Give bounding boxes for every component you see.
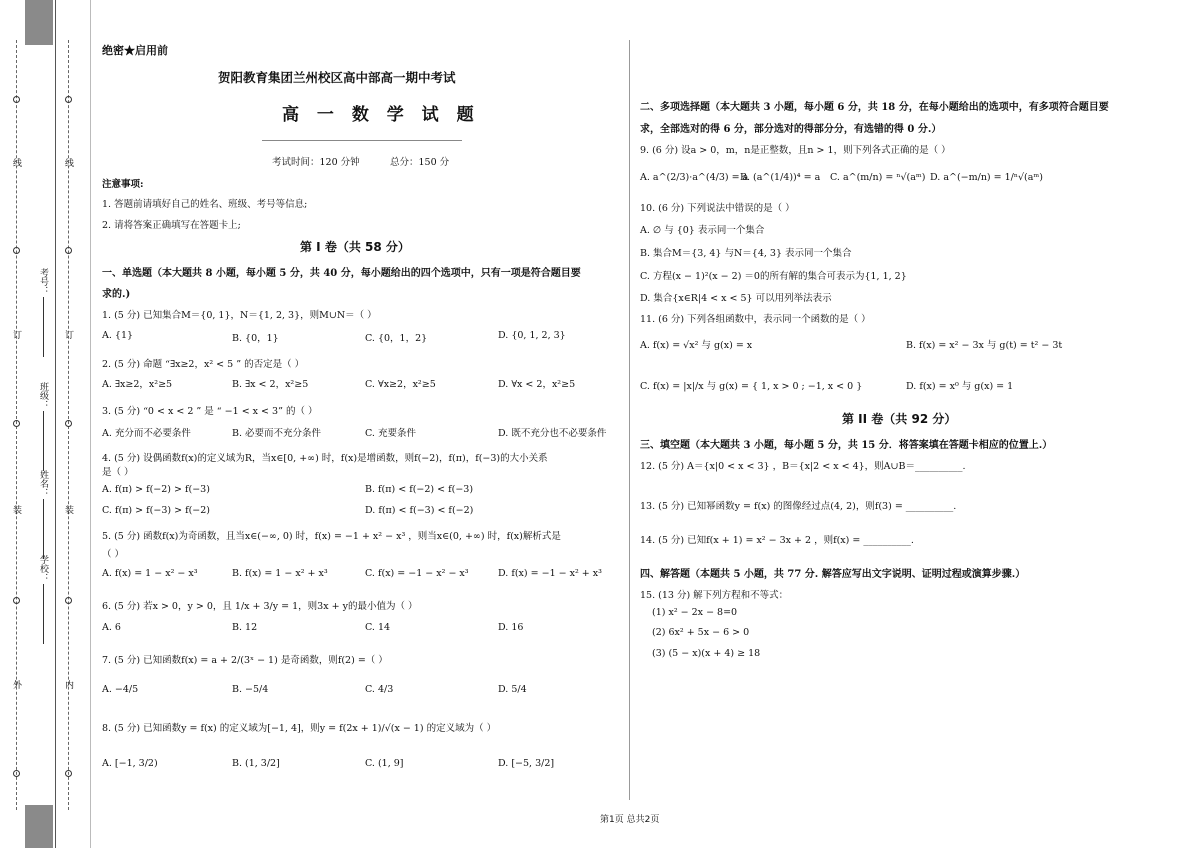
q4-option-c: C. f(π) > f(−3) > f(−2) (102, 505, 211, 516)
field-label: 班级： (38, 382, 48, 409)
q11-option-b: B. f(x) = x² − 3x 与 g(t) = t² − 3t (906, 340, 1063, 351)
ring-mark (65, 96, 72, 103)
question-9: 9. (6 分) 设a > 0，m，n是正整数，且n > 1，则下列各式正确的是（ ） (640, 145, 951, 156)
question-2: 2. (5 分) 命题 “∃x≥2，x² < 5 ” 的否定是（ ） (102, 359, 305, 370)
question-5: 5. (5 分) 函数f(x)为奇函数，且当x∈(−∞, 0) 时，f(x) = −1 + x² − x³ ，则当x∈(0, +∞) 时，f(x)解析式是 (102, 531, 561, 542)
school-field[interactable] (37, 555, 50, 644)
q7-option-d: D. 5/4 (498, 684, 527, 695)
section4-heading: 四、解答题（本题共 5 小题，共 77 分. 解答应写出文字说明、证明过程或演算步骤.） (640, 569, 1026, 580)
note-item: 1. 答题前请填好自己的姓名、班级、考号等信息; (102, 199, 308, 210)
question-11: 11. (6 分) 下列各组函数中，表示同一个函数的是（ ） (640, 314, 871, 325)
inner-label-nei: 内 (63, 680, 73, 690)
q1-option-a: A. {1} (102, 330, 134, 341)
ring-mark (65, 770, 72, 777)
q3-option-c: C. 充要条件 (365, 428, 416, 439)
question-4-cont: 是（ ） (102, 467, 134, 478)
section1-heading-cont: 求的.) (102, 289, 131, 300)
q9-option-a: A. a^(2/3)·a^(4/3) = a (640, 172, 749, 183)
secret-mark: 绝密★启用前 (102, 44, 168, 57)
outer-label-line: 线 (11, 158, 21, 168)
question-5-cont: （ ） (102, 549, 125, 560)
q2-option-b: B. ∃x < 2，x²≥5 (232, 379, 309, 390)
q3-option-b: B. 必要而不充分条件 (232, 428, 322, 439)
outer-label-wai: 外 (11, 680, 21, 690)
q4-option-a: A. f(π) > f(−2) > f(−3) (102, 484, 210, 495)
notes-title: 注意事项: (102, 179, 144, 190)
q15-item: (1) x² − 2x − 8=0 (652, 607, 738, 618)
q10-option-b: B. 集合M＝{3, 4} 与N＝{4, 3} 表示同一个集合 (640, 248, 852, 259)
q11-option-d: D. f(x) = x⁰ 与 g(x) = 1 (906, 381, 1014, 392)
question-1: 1. (5 分) 已知集合M＝{0, 1}，N＝{1, 2, 3}，则M∪N＝（ ） (102, 310, 377, 321)
q2-option-d: D. ∀x < 2，x²≥5 (498, 379, 576, 390)
q15-item: (2) 6x² + 5x − 6 > 0 (652, 627, 750, 638)
field-label: 考号： (38, 268, 48, 295)
name-field[interactable] (37, 470, 50, 559)
q7-option-a: A. −4/5 (102, 684, 139, 695)
gray-bar-bottom (25, 805, 53, 848)
note-item: 2. 请将答案正确填写在答题卡上; (102, 220, 241, 231)
q10-option-c: C. 方程(x − 1)²(x − 2) ＝0的所有解的集合可表示为{1, 1, 2} (640, 271, 907, 282)
ring-mark (13, 247, 20, 254)
q8-option-a: A. [−1, 3/2) (102, 758, 158, 769)
exam-score: 总分：150 分 (390, 157, 450, 168)
q10-option-d: D. 集合{x∈R|4 < x < 5} 可以用列举法表示 (640, 293, 832, 304)
q8-option-c: C. (1, 9] (365, 758, 404, 769)
q9-option-d: D. a^(−m/n) = 1/ⁿ√(aᵐ) (930, 172, 1043, 183)
q6-option-a: A. 6 (102, 622, 121, 633)
q8-option-b: B. (1, 3/2] (232, 758, 280, 769)
q4-option-d: D. f(π) < f(−3) < f(−2) (365, 505, 474, 516)
field-label: 姓名： (38, 470, 48, 497)
q1-option-c: C. {0，1，2} (365, 333, 428, 344)
subject-title: 高 一 数 学 试 题 (282, 105, 480, 125)
section3-heading: 三、填空题（本大题共 3 小题，每小题 5 分，共 15 分．将答案填在答题卡相应的位置上.） (640, 440, 1053, 451)
q6-option-c: C. 14 (365, 622, 391, 633)
q9-option-b: B. (a^(1/4))⁴ = a (740, 172, 821, 183)
q7-option-c: C. 4/3 (365, 684, 394, 695)
q8-option-d: D. [−5, 3/2] (498, 758, 555, 769)
ring-mark (13, 420, 20, 427)
class-field[interactable] (37, 382, 50, 471)
q1-option-b: B. {0，1} (232, 333, 279, 344)
ring-mark (65, 597, 72, 604)
ring-mark (13, 96, 20, 103)
section2-heading: 二、多项选择题（本大题共 3 小题，每小题 6 分，共 18 分，在每小题给出的选项中，有多项符合题目要 (640, 102, 1109, 113)
page-footer: 第1页 总共2页 (600, 815, 660, 825)
part1-title: 第 I 卷（共 58 分） (300, 240, 410, 254)
binding-strip (0, 0, 92, 848)
question-12: 12. (5 分) A＝{x|0 < x < 3} ，B＝{x|2 < x < 4}，则A∪B＝__________. (640, 461, 966, 472)
q5-option-d: D. f(x) = −1 − x² + x³ (498, 568, 602, 579)
gray-bar-top (25, 0, 53, 45)
title-rule (262, 140, 462, 141)
ring-mark (13, 597, 20, 604)
question-14: 14. (5 分) 已知f(x + 1) = x² − 3x + 2 ，则f(x) = __________. (640, 535, 914, 546)
field-label: 学校： (38, 555, 48, 582)
exam-title: 贺阳教育集团兰州校区高中部高一期中考试 (218, 70, 456, 85)
q11-option-c: C. f(x) = |x|/x 与 g(x) = { 1, x > 0 ; −1, x < 0 } (640, 381, 863, 392)
q9-option-c: C. a^(m/n) = ⁿ√(aᵐ) (830, 172, 926, 183)
q5-option-b: B. f(x) = 1 − x² + x³ (232, 568, 328, 579)
q3-option-d: D. 既不充分也不必要条件 (498, 428, 607, 439)
q2-option-a: A. ∃x≥2，x²≥5 (102, 379, 173, 390)
column-divider (629, 40, 630, 800)
q1-option-d: D. {0, 1, 2, 3} (498, 330, 566, 341)
outer-label-ding: 订 (11, 330, 21, 340)
section1-heading: 一、单选题（本大题共 8 小题，每小题 5 分，共 40 分，每小题给出的四个选项中，只有一项是符合题目要 (102, 268, 581, 279)
q5-option-a: A. f(x) = 1 − x² − x³ (102, 568, 198, 579)
q15-item: (3) (5 − x)(x + 4) ≥ 18 (652, 648, 761, 659)
question-6: 6. (5 分) 若x > 0，y > 0，且 1/x + 3/y = 1，则3x + y的最小值为（ ） (102, 601, 418, 612)
exam-time: 考试时间：120 分钟 (272, 157, 360, 168)
q6-option-d: D. 16 (498, 622, 524, 633)
q5-option-c: C. f(x) = −1 − x² − x³ (365, 568, 469, 579)
ring-mark (65, 247, 72, 254)
q2-option-c: C. ∀x≥2，x²≥5 (365, 379, 436, 390)
question-13: 13. (5 分) 已知幂函数y = f(x) 的图像经过点(4, 2)，则f(3) = __________. (640, 501, 957, 512)
q11-option-a: A. f(x) = √x² 与 g(x) = x (640, 340, 753, 351)
question-4: 4. (5 分) 设偶函数f(x)的定义域为R，当x∈[0, +∞) 时，f(x)是增函数，则f(−2)，f(π)，f(−3)的大小关系 (102, 453, 548, 464)
section2-heading-cont: 求，全部选对的得 6 分，部分选对的得部分分，有选错的得 0 分.） (640, 124, 942, 135)
part2-title: 第 II 卷（共 92 分） (842, 412, 957, 426)
question-15: 15. (13 分) 解下列方程和不等式： (640, 590, 789, 601)
question-10: 10. (6 分) 下列说法中错误的是（ ） (640, 203, 795, 214)
q10-option-a: A. ∅ 与 {0} 表示同一个集合 (640, 225, 765, 236)
question-7: 7. (5 分) 已知函数f(x) = a + 2/(3ˣ − 1) 是奇函数，则f(2) =（ ） (102, 655, 388, 666)
q3-option-a: A. 充分而不必要条件 (102, 428, 191, 439)
question-8: 8. (5 分) 已知函数y = f(x) 的定义域为[−1, 4]，则y = f(2x + 1)/√(x − 1) 的定义域为（ ） (102, 723, 497, 734)
outer-label-zhuang: 装 (11, 505, 21, 515)
question-3: 3. (5 分) “0 < x < 2 ” 是 “ −1 < x < 3” 的（ ） (102, 406, 318, 417)
ring-mark (13, 770, 20, 777)
strip-line (55, 0, 56, 848)
q4-option-b: B. f(π) < f(−2) < f(−3) (365, 484, 474, 495)
inner-label-line: 线 (63, 158, 73, 168)
inner-label-ding: 订 (63, 330, 73, 340)
strip-line-inner (90, 0, 91, 848)
inner-label-zhuang: 装 (63, 505, 73, 515)
ring-mark (65, 420, 72, 427)
q7-option-b: B. −5/4 (232, 684, 269, 695)
q6-option-b: B. 12 (232, 622, 258, 633)
exam-number-field[interactable] (37, 268, 50, 357)
